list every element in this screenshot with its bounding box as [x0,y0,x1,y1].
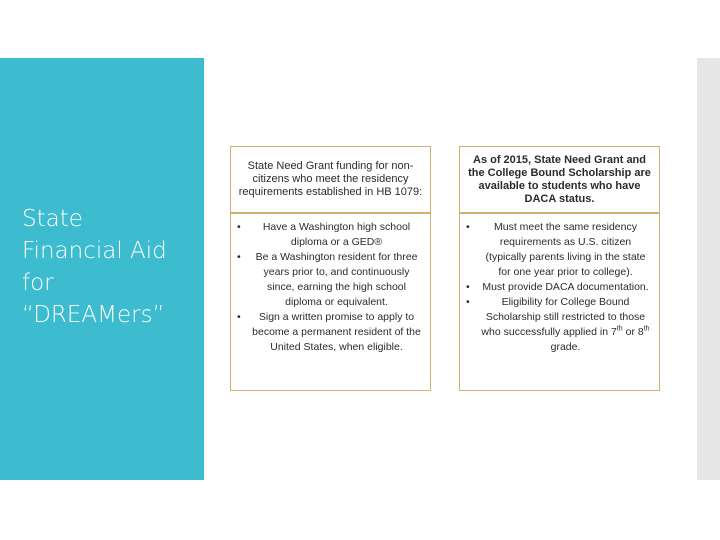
right-card-header [459,146,660,213]
left-card-header [230,146,431,213]
title-line: State [22,206,83,232]
left-card-header-text: State Need Grant funding for non-citizens who meet the residency requirements established in HB 1079: [238,160,423,198]
grade-suffix-sup: th [643,325,650,333]
bullet-text: Sign a written promise to apply to become a permanent resident of the United States, when eligible. [252,311,421,353]
grade-word: grade. [550,341,581,353]
right-card-body [459,213,660,391]
bullet-text: Be a Washington resident for three years prior to, and continuously since, earning the high school diploma or equivalent. [255,251,418,308]
title-line: Financial Aid [22,238,167,264]
left-card-bullet [237,310,424,355]
grade-number: 8 [637,326,644,338]
left-card-bullet [237,250,424,310]
grade-suffix-sup: th [616,325,623,333]
right-card-bullet [466,280,653,295]
right-card-bullet [466,295,653,355]
bullet-text: Have a Washington high school diploma or a GED® [262,221,411,248]
bullet-text: Must meet the same residency requirements as U.S. citizen (typically parents living in the state for one year prior to college). [485,221,646,278]
left-card-body [230,213,431,391]
right-card-header-text: As of 2015, State Need Grant and the College Bound Scholarship are available to students who have DACA status. [468,153,651,205]
bullet-text: Eligibility for College Bound Scholarship still restricted to those who successfully applied in [481,296,646,338]
scrollbar[interactable] [697,58,720,480]
slide-title [22,203,202,331]
title-line: for [22,270,54,296]
grade-number: 7 [611,326,617,338]
left-card-bullet [237,220,424,250]
title-line: “DREAMers” [22,302,165,328]
bullet-text: Must provide DACA documentation. [482,281,649,293]
grade-or: or [625,326,635,338]
right-card-bullet [466,220,653,280]
